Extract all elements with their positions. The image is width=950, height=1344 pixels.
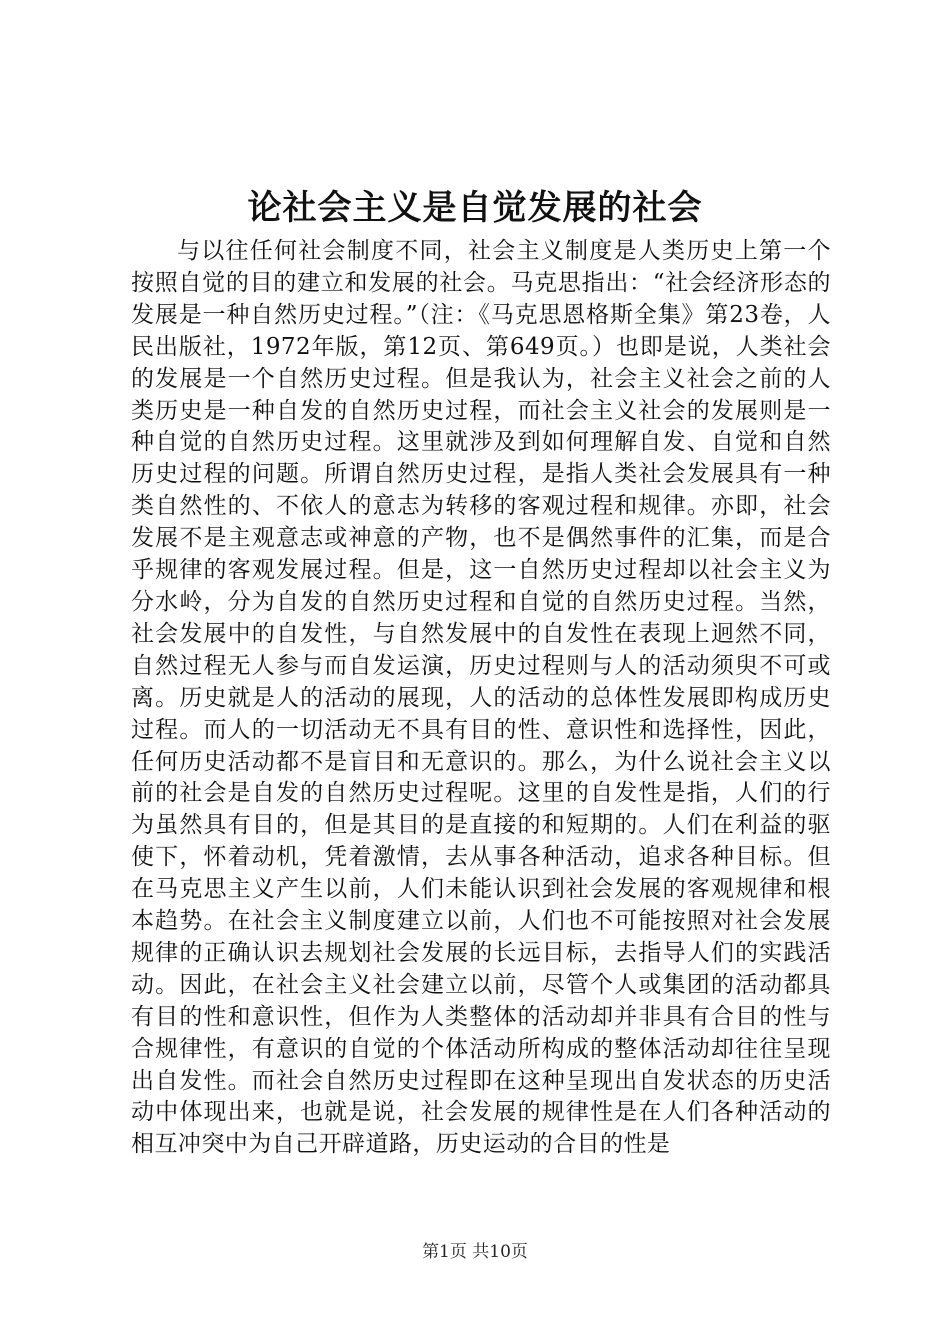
document-title: 论社会主义是自觉发展的社会 [247,188,703,228]
body-paragraph: 与以往任何社会制度不同，社会主义制度是人类历史上第一个按照自觉的目的建立和发展的社会。马克思指出：“社会经济形态的发展是一种自然历史过程。”（注：《马克思恩格斯全集》第23卷，人民出版社，1972年版，第12页、第649页。）也即是说，人类社会的发展是一个自然历史过程。但是我认为，社会主义社会之前的人类历史是一种自发的自然历史过程，而社会主义社会的发展则是一种自觉的自然历史过程。这里就涉及到如何理解自发、自觉和自然历史过程的问题。所谓自然历史过程，是指人类社会发展具有一种类自然性的、不依人的意志为转移的客观过程和规律。亦即，社会发展不是主观意志或神意的产物，也不是偶然事件的汇集，而是合乎规律的客观发展过程。但是，这一自然历史过程却以社会主义为分水岭，分为自发的自然历史过程和自觉的自然历史过程。当然，社会发展中的自发性，与自然发展中的自发性在表现上迥然不同，自然过程无人参与而自发运演，历史过程则与人的活动须臾不可或离。历史就是人的活动的展现，人的活动的总体性发展即构成历史过程。而人的一切活动无不具有目的性、意识性和选择性，因此，任何历史活动都不是盲目和无意识的。那么，为什么说社会主义以前的社会是自发的自然历史过程呢。这里的自发性是指，人们的行为虽然具有目的，但是其目的是直接的和短期的。人们在利益的驱使下，怀着动机，凭着激情，去从事各种活动，追求各种目标。但在马克思主义产生以前，人们未能认识到社会发展的客观规律和根本趋势。在社会主义制度建立以前，人们也不可能按照对社会发展规律的正确认识去规划社会发展的长远目标，去指导人们的实践活动。因此，在社会主义社会建立以前，尽管个人或集团的活动都具有目的性和意识性，但作为人类整体的活动却并非具有合目的性与合规律性，有意识的自觉的个体活动所构成的整体活动却往往呈现出自发性。而社会自然历史过程即在这种呈现出自发状态的历史活动中体现出来，也就是说，社会发展的规律性是在人们各种活动的相互冲突中为自己开辟道路，历史运动的合目的性是 [131,238,831,1158]
page-number: 第1页 共10页 [422,1242,528,1262]
